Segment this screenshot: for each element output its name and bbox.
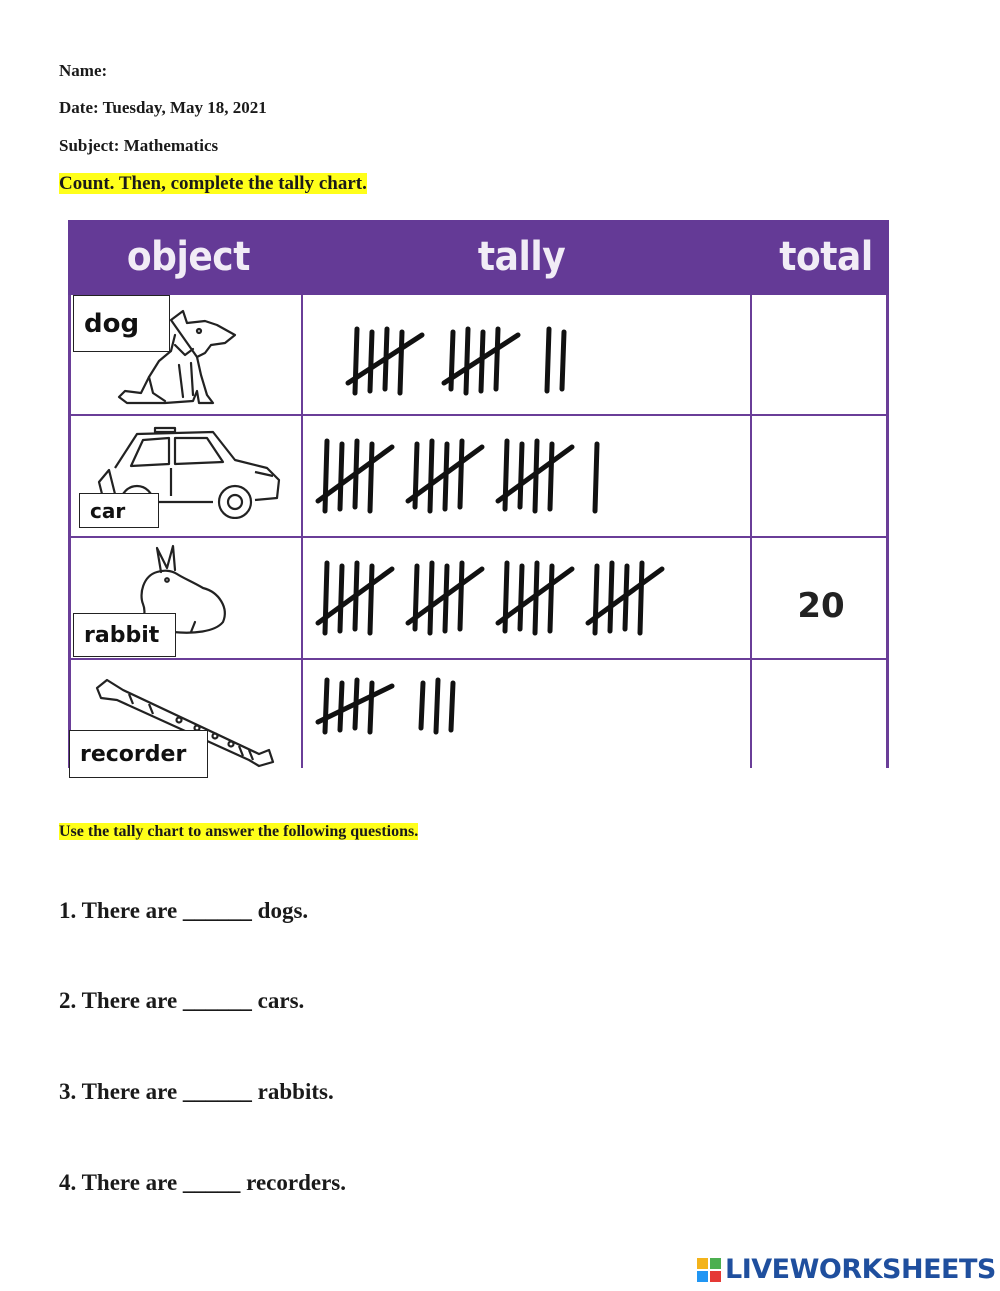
tally-mark (340, 566, 342, 631)
tally-mark (460, 563, 462, 629)
instruction-heading (59, 173, 367, 195)
tally-mark (436, 680, 438, 732)
tally-mark (430, 441, 432, 511)
tally-mark (547, 329, 549, 391)
question-2: 2. There are ______ cars. (59, 988, 305, 1013)
object-label-recorder: recorder (69, 730, 208, 778)
tally-chart-table (68, 220, 889, 768)
tally-mark (430, 563, 432, 633)
tally-mark (451, 683, 453, 730)
tally-mark (325, 680, 327, 732)
tally-mark (520, 566, 522, 629)
tally-mark (610, 563, 612, 631)
tally-mark (520, 444, 522, 507)
tally-mark (421, 683, 423, 728)
tally-mark (640, 563, 642, 633)
instruction-text-2: Use the tally chart to answer the following questions. (59, 823, 419, 840)
tally-mark (466, 329, 468, 393)
question-1: 1. There are ______ dogs. (59, 898, 309, 923)
total-rabbit[interactable]: 20 (797, 586, 845, 626)
table-row (71, 295, 886, 415)
tally-mark (595, 566, 597, 633)
tally-mark (496, 329, 498, 389)
table-row (71, 538, 886, 658)
tally-mark (370, 566, 372, 633)
tally-mark (340, 444, 342, 509)
tally-mark (370, 683, 372, 732)
table-header (68, 220, 889, 295)
column-header-total: total (779, 234, 873, 280)
object-label-dog: dog (73, 295, 170, 352)
column-header-tally: tally (477, 234, 566, 280)
column-header-object: object (126, 234, 250, 280)
question-3: 3. There are ______ rabbits. (59, 1079, 334, 1104)
logo-text: LIVEWORKSHEETS (725, 1254, 996, 1285)
tally-mark (460, 441, 462, 507)
tally-marks-recorder (306, 660, 746, 780)
tally-mark (550, 566, 552, 631)
liveworksheets-logo (697, 1254, 996, 1285)
tally-marks-dog (306, 295, 746, 415)
object-label-car: car (79, 493, 159, 528)
table-row (71, 660, 886, 780)
instruction-heading-2 (59, 823, 418, 841)
logo-blocks-icon (697, 1258, 721, 1282)
tally-mark (340, 683, 342, 730)
tally-mark (400, 332, 402, 393)
tally-mark (325, 441, 327, 511)
subject-label: Subject: Mathematics (59, 136, 219, 155)
object-label-rabbit: rabbit (73, 613, 176, 657)
tally-marks-car (306, 416, 746, 536)
tally-mark (505, 441, 507, 509)
tally-mark (505, 563, 507, 631)
tally-mark (355, 329, 357, 393)
date-label: Date: Tuesday, May 18, 2021 (59, 98, 267, 117)
tally-mark (370, 444, 372, 511)
tally-marks-rabbit (306, 538, 746, 658)
tally-mark (550, 444, 552, 509)
question-4: 4. There are _____ recorders. (59, 1170, 347, 1195)
tally-mark (370, 332, 372, 391)
tally-mark (595, 444, 597, 511)
instruction-text: Count. Then, complete the tally chart. (59, 173, 367, 194)
table-row (71, 416, 886, 536)
tally-mark (562, 332, 564, 389)
name-label: Name: (59, 61, 108, 80)
tally-mark (325, 563, 327, 633)
